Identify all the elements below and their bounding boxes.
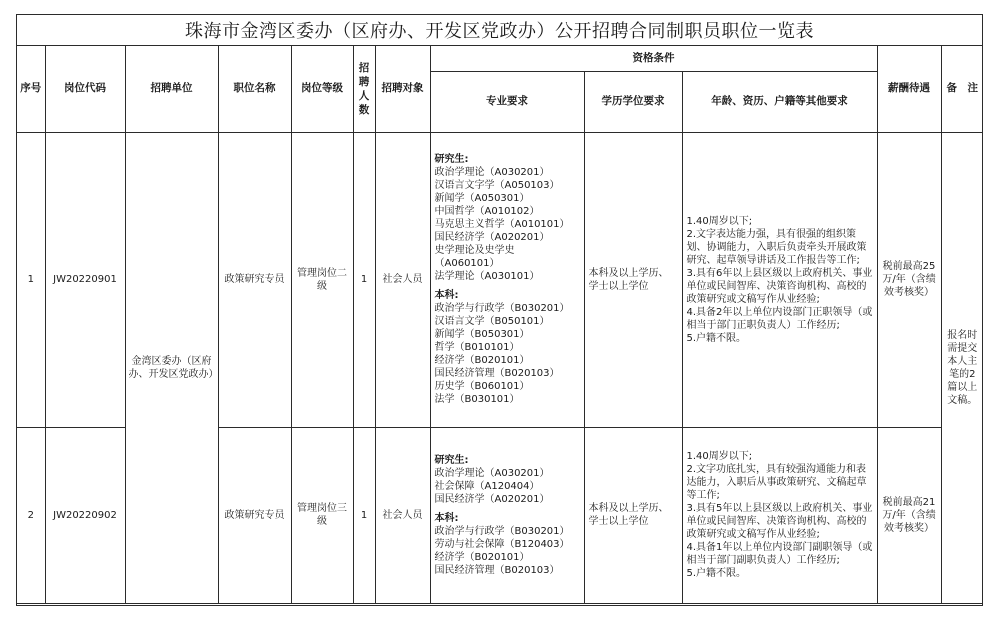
row-target: 社会人员 bbox=[375, 427, 430, 603]
other-item: 1.40周岁以下; bbox=[686, 215, 753, 227]
row-education: 本科及以上学历、学士以上学位 bbox=[584, 427, 682, 603]
major-item: 经济学（B020101） bbox=[434, 355, 530, 366]
header-remarks: 备 注 bbox=[941, 46, 983, 132]
major-item: 新闻学（A050301） bbox=[434, 193, 530, 204]
major-item: 法学理论（A030101） bbox=[434, 271, 540, 282]
major-item: 历史学（B060101） bbox=[434, 381, 530, 392]
other-item: 5.户籍不限。 bbox=[686, 332, 747, 344]
row-position: 政策研究专员 bbox=[218, 427, 291, 603]
table-title: 珠海市金湾区委办（区府办、开发区党政办）公开招聘合同制职员职位一览表 bbox=[17, 15, 982, 46]
row-salary: 税前最高25万/年（含绩效考核奖） bbox=[877, 132, 941, 427]
row-position: 政策研究专员 bbox=[218, 132, 291, 427]
row-target: 社会人员 bbox=[375, 132, 430, 427]
other-item: 1.40周岁以下; bbox=[686, 451, 753, 462]
header-target: 招聘对象 bbox=[375, 46, 430, 132]
job-table bbox=[17, 46, 983, 604]
major-item: （A060101） bbox=[434, 258, 500, 269]
major-item: 国民经济管理（B020103） bbox=[434, 368, 560, 379]
row-remark: 报名时需提交本人主笔的2篇以上文稿。 bbox=[941, 132, 983, 603]
major-item: 国民经济学（A020201） bbox=[434, 232, 550, 243]
other-item: 4.具备1年以上单位内设部门副职领导（或相当于部门副职负责人）工作经历; bbox=[686, 542, 873, 566]
major-item: 国民经济管理（B020103） bbox=[434, 564, 560, 576]
major-grad-label: 研究生: bbox=[434, 154, 469, 165]
header-grade: 岗位等级 bbox=[291, 46, 353, 132]
major-item: 社会保障（A120404） bbox=[434, 480, 540, 492]
major-item: 政治学与行政学（B030201） bbox=[434, 303, 570, 314]
header-qualifications: 资格条件 bbox=[430, 46, 877, 71]
major-item: 法学（B030101） bbox=[434, 394, 520, 405]
other-item: 5.户籍不限。 bbox=[686, 568, 747, 579]
row-other bbox=[682, 427, 877, 603]
header-code: 岗位代码 bbox=[45, 46, 125, 132]
major-item: 新闻学（B050301） bbox=[434, 329, 530, 340]
row-other bbox=[682, 132, 877, 427]
row-code: JW20220901 bbox=[45, 132, 125, 427]
row-salary: 税前最高21万/年（含绩效考核奖） bbox=[877, 427, 941, 603]
major-item: 经济学（B020101） bbox=[434, 551, 530, 563]
row-grade: 管理岗位二级 bbox=[291, 132, 353, 427]
job-table-sheet bbox=[16, 14, 983, 606]
row-seq: 2 bbox=[17, 427, 45, 603]
other-item: 3.具有6年以上县区级以上政府机关、事业单位或民间智库、决策咨询机构、高校的政策研究或文稿写作从业经验; bbox=[686, 267, 873, 305]
major-ug-label: 本科: bbox=[434, 512, 459, 524]
major-item: 政治学与行政学（B030201） bbox=[434, 525, 570, 537]
other-item: 4.具备2年以上单位内设部门正职领导（或相当于部门正职负责人）工作经历; bbox=[686, 306, 873, 331]
major-item: 汉语言文字学（A050103） bbox=[434, 180, 560, 191]
major-item: 国民经济学（A020201） bbox=[434, 493, 550, 505]
row-code: JW20220902 bbox=[45, 427, 125, 603]
header-count: 招聘人数 bbox=[353, 46, 375, 132]
major-item: 哲学（B010101） bbox=[434, 342, 520, 353]
major-ug-label: 本科: bbox=[434, 290, 459, 301]
header-major: 专业要求 bbox=[430, 71, 584, 132]
major-item: 政治学理论（A030201） bbox=[434, 467, 550, 479]
header-seq: 序号 bbox=[17, 46, 45, 132]
row-major bbox=[430, 427, 584, 603]
other-item: 2.文字表达能力强，具有很强的组织策划、协调能力，入职后负责牵头开展政策研究、起草领导讲话及工作报告等工作; bbox=[686, 228, 867, 266]
table-row bbox=[17, 132, 983, 427]
row-unit: 金湾区委办（区府办、开发区党政办） bbox=[125, 132, 218, 603]
header-salary: 薪酬待遇 bbox=[877, 46, 941, 132]
header-education: 学历学位要求 bbox=[584, 71, 682, 132]
header-row-1 bbox=[17, 46, 983, 71]
row-count: 1 bbox=[353, 132, 375, 427]
row-grade: 管理岗位三级 bbox=[291, 427, 353, 603]
row-major bbox=[430, 132, 584, 427]
other-item: 3.具有5年以上县区级以上政府机关、事业单位或民间智库、决策咨询机构、高校的政策研究或文稿写作从业经验; bbox=[686, 503, 873, 540]
header-unit: 招聘单位 bbox=[125, 46, 218, 132]
major-item: 史学理论及史学史 bbox=[434, 245, 515, 256]
major-item: 政治学理论（A030201） bbox=[434, 167, 550, 178]
major-item: 马克思主义哲学（A010101） bbox=[434, 219, 570, 230]
major-item: 中国哲学（A010102） bbox=[434, 206, 540, 217]
row-seq: 1 bbox=[17, 132, 45, 427]
header-position: 职位名称 bbox=[218, 46, 291, 132]
row-count: 1 bbox=[353, 427, 375, 603]
header-other: 年龄、资历、户籍等其他要求 bbox=[682, 71, 877, 132]
major-item: 汉语言文学（B050101） bbox=[434, 316, 550, 327]
major-item: 劳动与社会保障（B120403） bbox=[434, 538, 570, 550]
major-grad-label: 研究生: bbox=[434, 454, 469, 466]
other-item: 2.文字功底扎实，具有较强沟通能力和表达能力，入职后从事政策研究、文稿起草等工作; bbox=[686, 464, 867, 501]
row-education: 本科及以上学历、学士以上学位 bbox=[584, 132, 682, 427]
